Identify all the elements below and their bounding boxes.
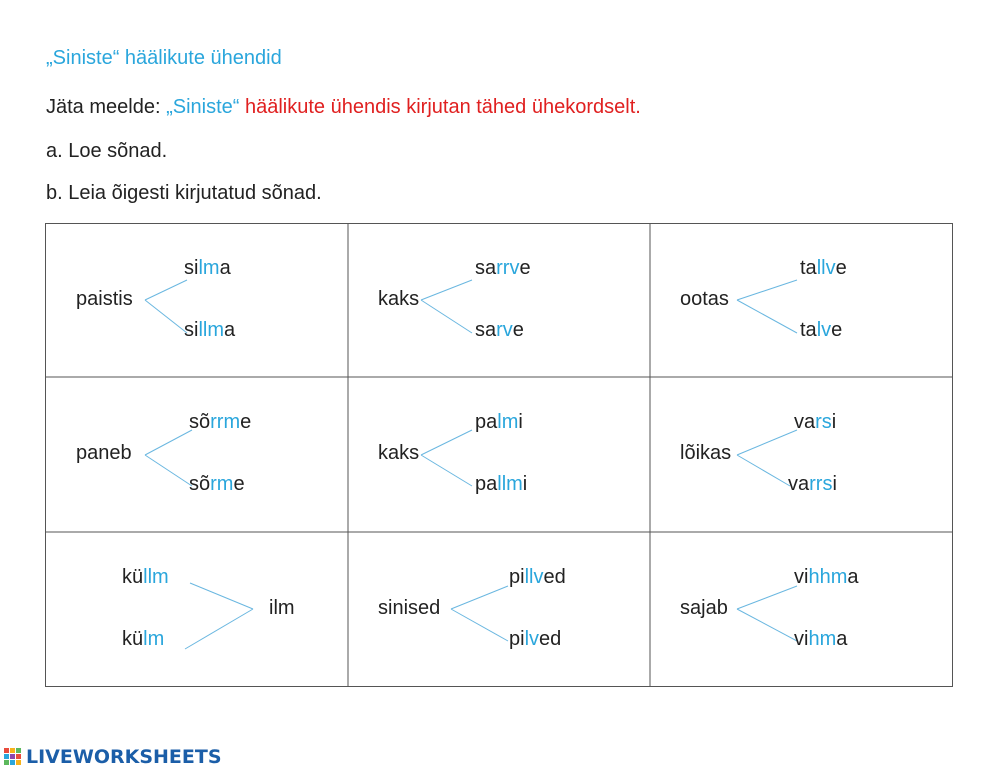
choice-bottom[interactable]: varrsi <box>788 473 837 495</box>
base-word: sajab <box>680 597 728 619</box>
connector-line <box>737 430 797 455</box>
connector-line <box>737 455 790 486</box>
remember-blue-text: „Siniste“ <box>166 96 240 118</box>
choice-top[interactable]: tallve <box>800 257 847 279</box>
choice-top[interactable]: küllm <box>122 566 169 588</box>
choice-bottom[interactable]: pallmi <box>475 473 528 495</box>
connector-line <box>145 300 187 333</box>
grid-border <box>46 224 953 687</box>
choice-bottom[interactable]: sõrme <box>189 473 245 495</box>
choice-bottom[interactable]: vihma <box>794 628 848 650</box>
connector-line <box>145 455 192 486</box>
choice-bottom[interactable]: külm <box>122 628 165 650</box>
connector-line <box>737 280 797 300</box>
choice-bottom[interactable]: talve <box>800 319 843 341</box>
choice-top[interactable]: vihhma <box>794 566 859 588</box>
connector-line <box>737 586 797 609</box>
grid-lines <box>45 223 953 687</box>
connector-line <box>145 280 187 300</box>
base-word: kaks <box>378 442 420 464</box>
base-word: paistis <box>76 288 133 310</box>
remember-note <box>46 96 641 119</box>
word-grid <box>45 223 953 687</box>
connector-line <box>421 300 472 333</box>
connector-line <box>737 300 797 333</box>
liveworksheets-logo-icon <box>4 748 22 766</box>
task-a: a. Loe sõnad. <box>46 140 168 162</box>
footer-brand <box>4 746 222 768</box>
choice-top[interactable]: sõrrme <box>189 411 252 433</box>
choice-top[interactable]: sarrve <box>475 257 531 279</box>
choice-bottom[interactable]: sillma <box>184 319 236 341</box>
choice-bottom[interactable]: pilved <box>509 628 562 650</box>
choice-top[interactable]: varsi <box>794 411 837 433</box>
choice-top[interactable]: palmi <box>475 411 523 433</box>
connector-line <box>451 586 508 609</box>
choice-top[interactable]: pillved <box>509 566 566 588</box>
base-word: lõikas <box>680 442 732 464</box>
connector-line <box>737 609 797 641</box>
connector-line <box>185 609 253 649</box>
brand-name: LIVEWORKSHEETS <box>26 746 222 768</box>
connector-line <box>421 280 472 300</box>
base-word: sinised <box>378 597 441 619</box>
connector-line <box>451 609 508 641</box>
connector-line <box>421 430 472 455</box>
base-word: kaks <box>378 288 420 310</box>
page-title: „Siniste“ häälikute ühendid <box>46 47 282 69</box>
base-word: paneb <box>76 442 132 464</box>
task-b: b. Leia õigesti kirjutatud sõnad. <box>46 182 322 204</box>
connector-line <box>145 430 192 455</box>
connector-line <box>190 583 253 609</box>
choice-bottom[interactable]: sarve <box>475 319 524 341</box>
remember-label: Jäta meelde: <box>46 96 167 118</box>
base-word: ilm <box>269 597 295 619</box>
base-word: ootas <box>680 288 729 310</box>
connector-line <box>421 455 472 486</box>
remember-red-text: häälikute ühendis kirjutan tähed ühekordselt. <box>239 96 641 118</box>
choice-top[interactable]: silma <box>184 257 231 279</box>
